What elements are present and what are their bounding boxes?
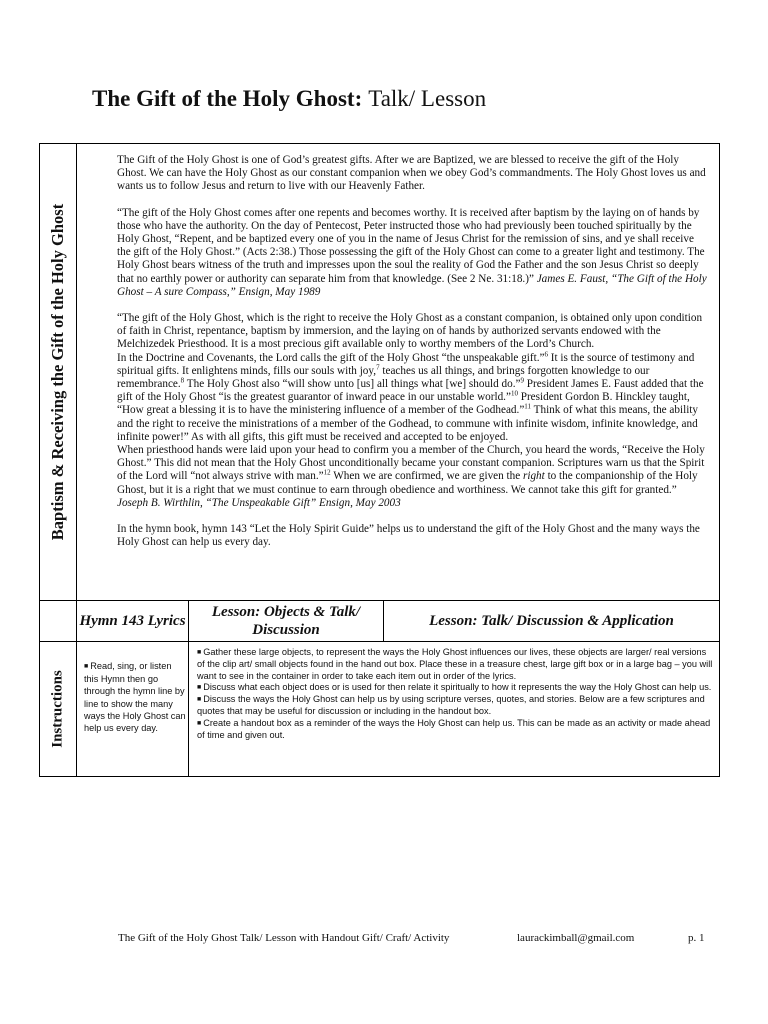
- quote-part: President Gordon B. Hinckley taught, “How great a blessing it is to have the ministering influence of a member of the Godhead.”: [117, 391, 690, 417]
- footnote-9[interactable]: 9: [520, 376, 524, 385]
- quote-part: President James E. Faust added that the gift of the Holy Ghost “is the greatest guarantor of inward peace in our unstable world.”: [117, 378, 704, 404]
- hymn-instructions: [77, 642, 189, 776]
- quote-part: teaches us all things, and brings forgotten knowledge to our remembrance.: [117, 364, 650, 391]
- quote-part: The Holy Ghost also “will show unto [us] all things what [we] should do.”: [184, 378, 521, 391]
- emphasis-right: right: [523, 470, 545, 483]
- header-row: [40, 601, 719, 642]
- instruction-item: [197, 647, 713, 682]
- footnote-7[interactable]: 7: [376, 363, 380, 372]
- page-title: [92, 86, 486, 112]
- hymn-paragraph: In the hymn book, hymn 143 “Let the Holy Spirit Guide” helps us to understand the gift of the Holy Ghost and the many ways the Holy Ghost can help us every day.: [117, 523, 700, 549]
- instruction-text: Gather these large objects, to represent the ways the Holy Ghost influences our lives, these objects are larger/ real versions of the clip art/ small objects found in the hand out box. Place these in a treasure chest, large gift box or in a large bag – you will want to see in the container in order to take each item out in order of the lyrics.: [197, 647, 713, 681]
- bullet-icon: ■: [84, 663, 89, 670]
- faust-citation: James E. Faust, “The Gift of the Holy Ghost – A sure Compass,” Ensign, May 1989: [117, 272, 707, 298]
- quote-part: Think of what this means, the ability and the right to receive the ministrations of a member of the Godhead, to commune with infinite wisdom, infinite knowledge, and infinite power!” As with all gifts, this gift must be received and accepted to be enjoyed.: [117, 404, 699, 443]
- title-normal: Talk/ Lesson: [368, 86, 487, 111]
- quote-part: It is the source of testimony and spiritual gifts. It enlightens minds, fills our souls with joy,: [117, 351, 695, 377]
- bullet-icon: ■: [197, 684, 202, 692]
- footnote-12[interactable]: 12: [323, 468, 331, 477]
- instruction-item: [197, 682, 713, 694]
- side-label: Baptism & Receiving the Gift of the Holy Ghost: [48, 203, 67, 541]
- instructions-label-cell: [40, 642, 77, 776]
- footnote-10[interactable]: 10: [510, 389, 518, 398]
- header-application: Lesson: Talk/ Discussion & Application: [429, 613, 674, 629]
- instruction-text: Discuss what each object does or is used for then relate it spiritually to how it represents the way the Holy Ghost can help us.: [203, 682, 712, 693]
- quote-part: “The gift of the Holy Ghost, which is the right to receive the Holy Ghost as a constant companion, is obtained only upon condition of faith in Christ, repentance, baptism by immersion, and the laying on of hands by authorized servants endowed with the Melchizedek Priesthood. It is a most precious gift available only to worthy members of the Lord’s Church.: [117, 312, 703, 351]
- quote-part: When priesthood hands were laid upon your head to confirm you a member of the Church, you heard the words, “Receive the Holy Ghost.” This did not mean that the Holy Ghost unconditionally became your constant companion. Scriptures warn us that the Spirit of the Lord will “not always strive with man.”: [117, 444, 705, 483]
- header-spacer: [40, 601, 77, 641]
- object-instructions: [189, 642, 719, 776]
- bullet-icon: ■: [197, 696, 202, 704]
- instructions-label: Instructions: [49, 670, 66, 748]
- instruction-text: Discuss the ways the Holy Ghost can help us by using scripture verses, quotes, and stories. Below are a few scriptures and quotes that may be useful for discussion or including in the handout box.: [197, 694, 705, 716]
- footnote-8[interactable]: 8: [180, 376, 185, 385]
- footnote-11[interactable]: 11: [524, 402, 532, 411]
- header-objects: Lesson: Objects & Talk/ Discussion: [189, 601, 384, 641]
- quote-part: When we are confirmed, we are given the: [330, 470, 523, 483]
- footer-email[interactable]: laurackimball@gmail.com: [517, 932, 635, 944]
- faust-quote-text: “The gift of the Holy Ghost comes after one repents and becomes worthy. It is received after baptism by the laying on of hands by those who have the authority. On the day of Pentecost, Peter instructed those who had previously been touched spiritually by the Holy Ghost, “Repent, and be baptized every one of you in the name of Jesus Christ for the remission of sins, and ye shall receive the gift of the Holy Ghost.” (Acts 2:38.) Those possessing the gift of the Holy Ghost can come to a greater light and testimony. The Holy Ghost bears witness of the truth and impresses upon the soul the reality of God the Father and the son Jesus Christ so deeply that no earthly power or authority can separate him from that knowledge. (See 2 Ne. 31:18.)”: [117, 206, 705, 285]
- bullet-icon: ■: [197, 649, 202, 656]
- lesson-table: [39, 143, 720, 777]
- bullet-icon: ■: [197, 719, 202, 727]
- header-hymn: Hymn 143 Lyrics: [77, 601, 189, 641]
- footer-page-number: p. 1: [688, 932, 705, 944]
- side-label-cell: [40, 144, 77, 600]
- wirthlin-quote: [117, 312, 707, 510]
- instruction-text: Create a handout box as a reminder of the ways the Holy Ghost can help us. This can be made as an activity or made ahead of time and given out.: [197, 717, 711, 740]
- quote-part: In the Doctrine and Covenants, the Lord calls the gift of the Holy Ghost “the unspeakable gift.”: [117, 351, 545, 364]
- instructions-row: [40, 642, 719, 776]
- intro-paragraph: The Gift of the Holy Ghost is one of God’s greatest gifts. After we are Baptized, we are blessed to receive the gift of the Holy Ghost. We can have the Holy Ghost as our constant companion when we obey God’s commandments. The Holy Ghost loves us and wants us to follow Jesus and return to live with our Heavenly Father.: [117, 154, 706, 193]
- footer-title: The Gift of the Holy Ghost Talk/ Lesson with Handout Gift/ Craft/ Activity: [118, 932, 450, 944]
- faust-quote: [117, 207, 707, 299]
- wirthlin-citation: Joseph B. Wirthlin, “The Unspeakable Gift” Ensign, May 2003: [117, 496, 401, 509]
- intro-text: [77, 144, 719, 600]
- quote-part: to the companionship of the Holy Ghost, but it is a right that we must continue to earn through obedience and worthiness. We cannot take this gift for granted.”: [117, 470, 698, 496]
- intro-row: [40, 144, 719, 601]
- title-bold: The Gift of the Holy Ghost:: [92, 86, 363, 111]
- instruction-item: [197, 694, 713, 718]
- instruction-item: [197, 718, 713, 742]
- hymn-instructions-text: Read, sing, or listen this Hymn then go through the hymn line by line to show the many ways the Holy Ghost can help us every day.: [84, 661, 186, 734]
- footnote-6[interactable]: 6: [544, 349, 548, 358]
